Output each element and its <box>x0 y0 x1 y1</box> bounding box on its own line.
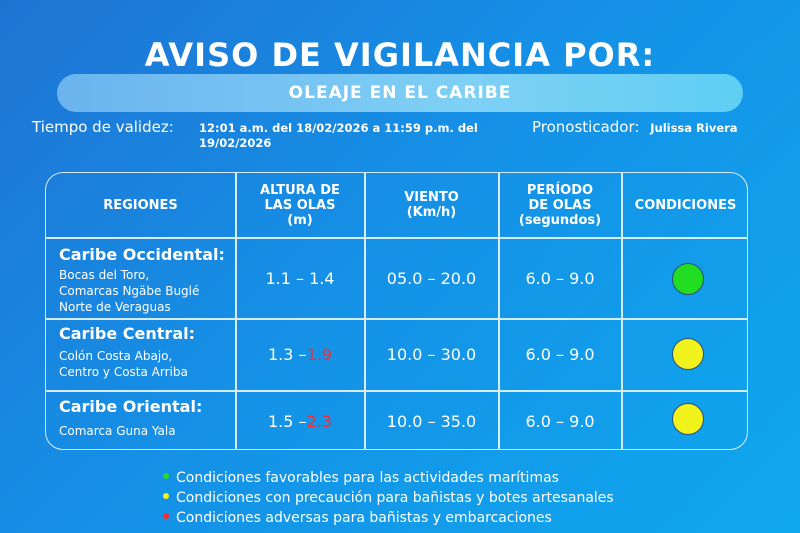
region-detail: Colón Costa Abajo, Centro y Costa Arriba <box>59 349 188 379</box>
legend-item-precaution: Condiciones con precaución para bañistas y botes artesanales <box>163 490 614 506</box>
validity-value-line1: 12:01 a.m. del 18/02/2026 a 11:59 p.m. del <box>199 121 478 135</box>
page-title: AVISO DE VIGILANCIA POR: <box>144 36 656 74</box>
validity-value <box>199 121 499 151</box>
header-wind: VIENTO (Km/h) <box>404 190 459 220</box>
forecaster-info: Pronosticador: Julissa Rivera <box>532 118 738 136</box>
validity-label: Tiempo de validez <box>32 118 169 136</box>
region-name: Caribe Central: <box>59 324 195 343</box>
region-name: Caribe Occidental: <box>59 245 225 264</box>
wave-period-cell: 6.0 – 9.0 <box>525 411 595 431</box>
validity-info: Tiempo de validez: 12:01 a.m. del 18/02/2026 a 11:59 p.m. del 19/02/2026 <box>32 118 174 136</box>
wave-height-cell: 1.1 – 1.4 <box>265 268 335 288</box>
condition-indicator <box>672 263 704 295</box>
legend-bullet <box>163 513 169 519</box>
validity-value-line2: 19/02/2026 <box>199 136 272 150</box>
header-conditions: CONDICIONES <box>634 197 737 213</box>
hazard-banner: OLEAJE EN EL CARIBE <box>57 74 743 112</box>
region-name: Caribe Oriental: <box>59 397 203 416</box>
header-wave-period: PERÍODO DE OLAS (segundos) <box>518 182 602 228</box>
wind-cell: 10.0 – 35.0 <box>386 411 477 431</box>
wind-cell: 05.0 – 20.0 <box>386 268 477 288</box>
legend-item-favorable: Condiciones favorables para las actividades marítimas <box>163 470 559 486</box>
forecast-table <box>45 172 748 450</box>
header-regions: REGIONES <box>103 197 178 213</box>
forecaster-value: Julissa Rivera <box>650 121 738 135</box>
wave-period-cell: 6.0 – 9.0 <box>525 268 595 288</box>
forecaster-label: Pronosticador <box>532 118 635 136</box>
legend-bullet <box>163 473 169 479</box>
header-wave-height: ALTURA DE LAS OLAS (m) <box>260 182 340 228</box>
legend-item-adverse: Condiciones adversas para bañistas y embarcaciones <box>163 510 552 526</box>
condition-indicator <box>672 403 704 435</box>
region-detail: Comarca Guna Yala <box>59 424 176 438</box>
wave-height-cell: 1.5 – 2.3 <box>268 411 332 431</box>
wind-cell: 10.0 – 30.0 <box>386 345 477 364</box>
legend-bullet <box>163 493 169 499</box>
wave-height-cell: 1.3 – 1.9 <box>268 345 332 364</box>
condition-indicator <box>672 338 704 370</box>
region-detail: Bocas del Toro, Comarcas Ngäbe Buglé Norte de Veraguas <box>59 268 200 314</box>
wave-period-cell: 6.0 – 9.0 <box>525 345 595 364</box>
